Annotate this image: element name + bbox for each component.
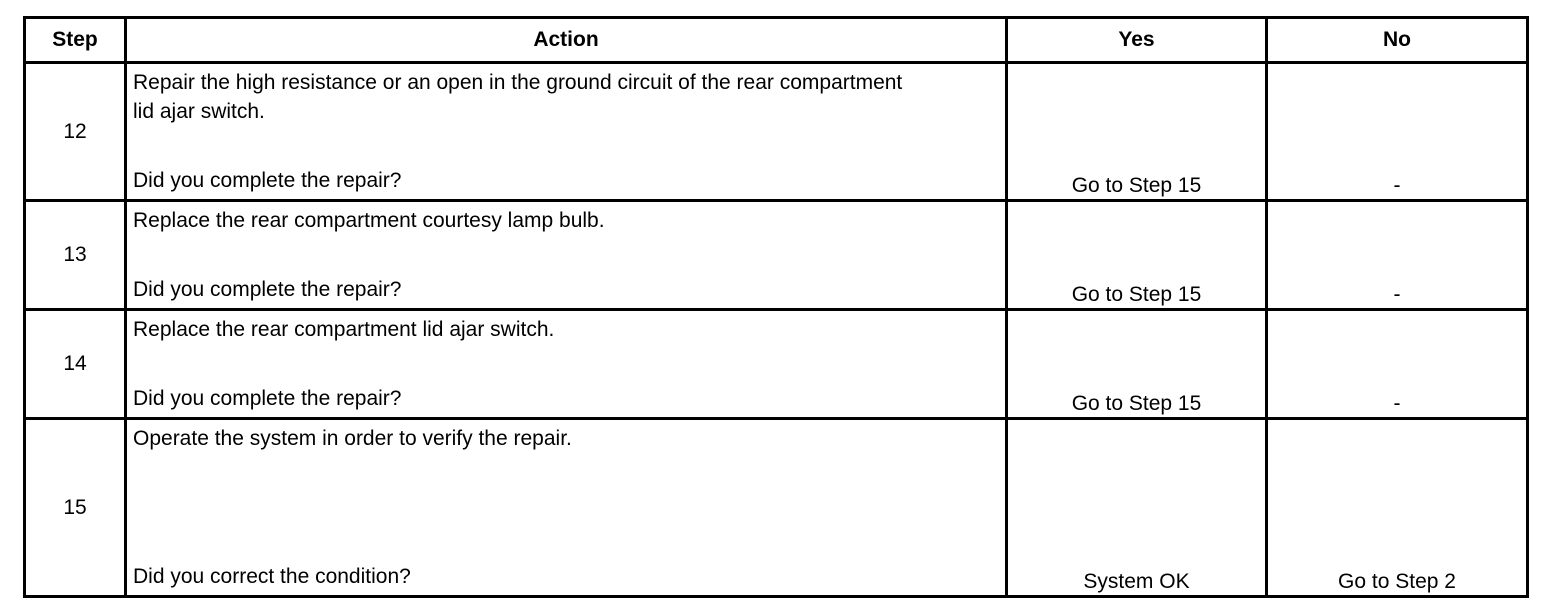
no-result: Go to Step 2	[1267, 419, 1528, 597]
table-row	[25, 201, 1528, 310]
action-text: Replace the rear compartment courtesy lamp bulb.	[133, 209, 605, 232]
header-action: Action	[126, 18, 1007, 63]
no-result: -	[1267, 310, 1528, 419]
yes-result: System OK	[1007, 419, 1267, 597]
diagnostic-table	[23, 16, 1529, 598]
question-text: Did you complete the repair?	[133, 387, 402, 410]
action-cell	[126, 310, 1007, 419]
yes-result: Go to Step 15	[1007, 201, 1267, 310]
table-row	[25, 63, 1528, 201]
no-result: -	[1267, 63, 1528, 201]
step-number: 15	[25, 419, 126, 597]
step-number: 13	[25, 201, 126, 310]
step-number: 12	[25, 63, 126, 201]
action-cell	[126, 63, 1007, 201]
action-text: Operate the system in order to verify the repair.	[133, 427, 572, 450]
yes-result: Go to Step 15	[1007, 310, 1267, 419]
question-text: Did you complete the repair?	[133, 169, 402, 192]
diagnostic-table-container	[23, 16, 1529, 598]
action-text: Repair the high resistance or an open in the ground circuit of the rear compartment lid ajar switch.	[133, 71, 903, 123]
header-step: Step	[25, 18, 126, 63]
question-text: Did you correct the condition?	[133, 565, 411, 588]
no-result: -	[1267, 201, 1528, 310]
question-text: Did you complete the repair?	[133, 278, 402, 301]
table-row	[25, 310, 1528, 419]
header-no: No	[1267, 18, 1528, 63]
table-header-row	[25, 18, 1528, 63]
yes-result: Go to Step 15	[1007, 63, 1267, 201]
action-cell	[126, 419, 1007, 597]
table-row	[25, 419, 1528, 597]
header-yes: Yes	[1007, 18, 1267, 63]
step-number: 14	[25, 310, 126, 419]
action-cell	[126, 201, 1007, 310]
action-text: Replace the rear compartment lid ajar switch.	[133, 318, 555, 341]
